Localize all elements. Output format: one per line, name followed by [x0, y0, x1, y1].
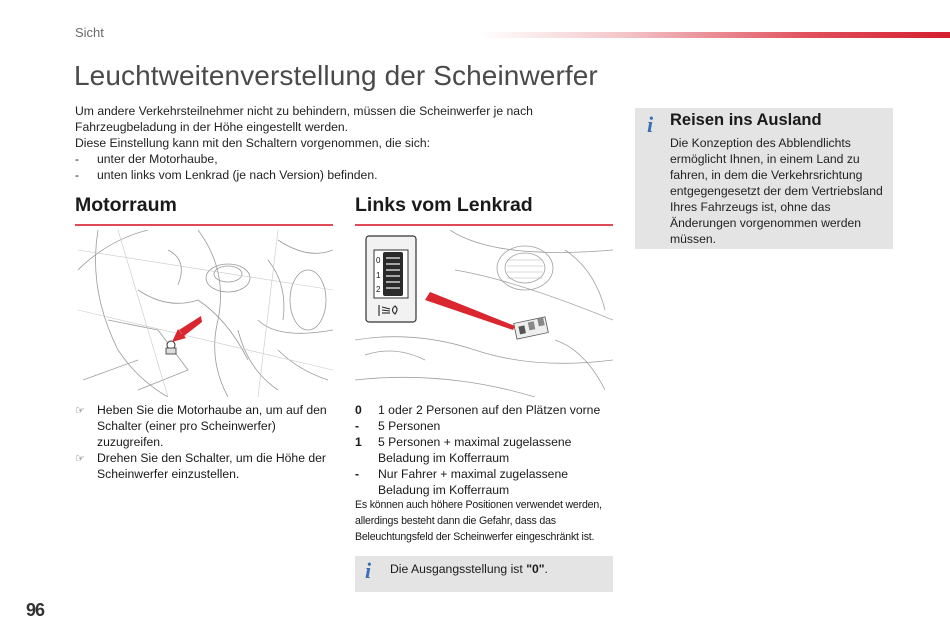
position-text: 1 oder 2 Personen auf den Plätzen vorne: [378, 403, 601, 417]
switch-mark-1: 1: [376, 271, 381, 280]
default-position-value: "0": [526, 562, 545, 576]
position-text: 5 Personen: [378, 419, 441, 433]
intro-line: Fahrzeugbeladung in der Höhe eingestellt werden.: [75, 120, 349, 134]
motorraum-divider: [75, 224, 333, 226]
engine-bay-illustration: [78, 230, 333, 397]
step-text: Drehen Sie den Schalter, um die Höhe der Scheinwerfer einzustellen.: [97, 451, 326, 481]
intro-bullet: [75, 151, 575, 167]
position-key: -: [355, 467, 360, 481]
switch-mark-0: 0: [376, 256, 381, 265]
step-text: Heben Sie die Motorhaube an, um auf den Schalter (einer pro Scheinwerfer) zuzugreifen.: [97, 403, 327, 449]
headlight-adjuster-icon: [166, 341, 176, 354]
motorraum-heading: Motorraum: [75, 194, 177, 216]
instruction-step: [75, 450, 333, 482]
position-row: [355, 418, 615, 434]
switch-panel-icon: [514, 317, 549, 339]
switch-closeup-inset: [366, 236, 416, 322]
position-text: 5 Personen + maximal zugelassene Beladung im Kofferraum: [378, 435, 572, 465]
intro-line: Um andere Verkehrsteilnehmer nicht zu behindern, müssen die Scheinwerfer je nach: [75, 104, 533, 118]
page-title: Leuchtweitenverstellung der Scheinwerfer: [74, 60, 598, 91]
lenkrad-heading: Links vom Lenkrad: [355, 194, 533, 216]
intro-line: Diese Einstellung kann mit den Schaltern vorgenommen, die sich:: [75, 136, 430, 150]
default-position-prefix: Die Ausgangsstellung ist: [390, 562, 527, 576]
position-row: [355, 434, 615, 466]
travel-abroad-info-box: [635, 108, 893, 249]
default-position-suffix: .: [544, 562, 548, 576]
page-number: 96: [26, 600, 45, 620]
red-arrow-icon: [425, 292, 515, 330]
switch-positions-list: [355, 402, 615, 498]
travel-body: Die Konzeption des Abblendlichts ermöglicht Ihnen, in einem Land zu fahren, in dem die Verkehrsrichtung entgegengesetzt der dem Vertriebsland Ihres Fahrzeugs ist, ohne das Änderungen vorgenommen werden müssen.: [670, 136, 883, 246]
bullet-text: unten links vom Lenkrad (je nach Version) befinden.: [97, 168, 378, 182]
position-key: 0: [355, 403, 362, 417]
default-position-text: [390, 562, 548, 576]
position-key: -: [355, 419, 360, 433]
position-row: [355, 402, 615, 418]
intro-bullet: [75, 167, 575, 183]
travel-title: Reisen ins Ausland: [670, 111, 822, 129]
instruction-step: [75, 402, 333, 450]
bullet-dash: -: [75, 168, 80, 182]
default-position-info-box: [355, 556, 613, 592]
switch-mark-2: 2: [376, 285, 381, 294]
position-text: Nur Fahrer + maximal zugelassene Beladung im Kofferraum: [378, 467, 569, 497]
bullet-dash: -: [75, 152, 80, 166]
info-icon: i: [365, 558, 372, 583]
info-icon: i: [647, 112, 654, 137]
section-label: Sicht: [75, 25, 104, 40]
motorraum-steps: [75, 402, 333, 482]
header-accent-bar: [480, 32, 950, 38]
positions-note: Es können auch höhere Positionen verwendet werden, allerdings besteht dann die Gefahr, dass das Beleuchtungsfeld der Scheinwerfer eingeschränkt ist.: [355, 499, 602, 543]
pointing-hand-icon: ☞: [75, 453, 85, 465]
bullet-text: unter der Motorhaube,: [97, 152, 218, 166]
intro-text: [75, 103, 575, 183]
position-key: 1: [355, 435, 362, 449]
pointing-hand-icon: ☞: [75, 405, 85, 417]
lenkrad-divider: [355, 224, 613, 226]
position-row: [355, 466, 615, 498]
dashboard-switch-illustration: [355, 230, 613, 397]
